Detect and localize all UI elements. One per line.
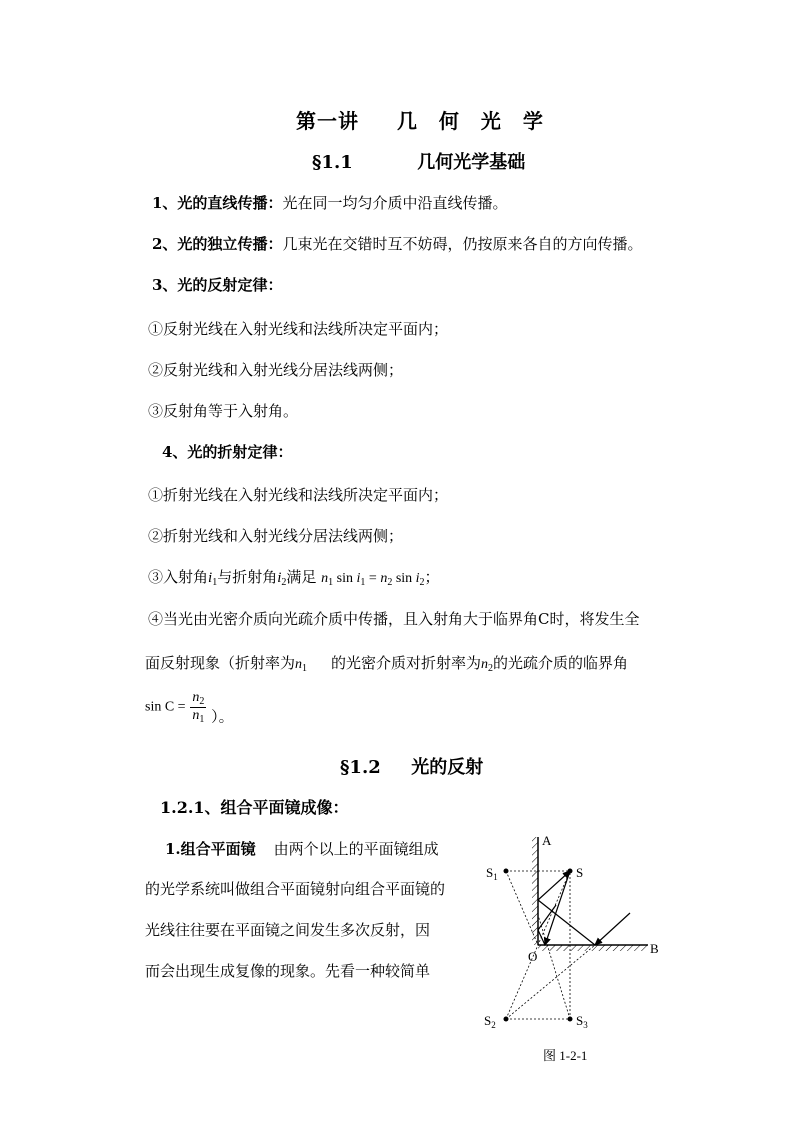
label-b: B — [650, 941, 659, 956]
law-label: 3、光的反射定律： — [152, 276, 283, 294]
total-reflection-line-2: 面反射现象（折射率为$n_1$ 的光密介质对折射率为$n_2$的光疏介质的临界角 — [145, 654, 629, 674]
subsection-heading: 1.2.1、组合平面镜成像： — [160, 798, 349, 817]
section-number: §1.2 — [340, 757, 381, 778]
point-s3 — [568, 1017, 573, 1022]
label-s1: $S_1$ — [486, 865, 498, 882]
snell-equation: $n_1$ $\sin i_1 = n_2$ $\sin i_2$ — [321, 571, 425, 588]
section-number: §1.1 — [312, 152, 353, 173]
reflection-item: ③反射角等于入射角。 — [148, 402, 299, 420]
paragraph-line-1: 1.组合平面镜 由两个以上的平面镜组成 — [165, 840, 439, 858]
reflection-item: ②反射光线和入射光线分居法线两侧； — [148, 361, 404, 379]
reflection-item: ①反射光线在入射光线和法线所决定平面内； — [148, 320, 449, 338]
mirror-b-hatch — [538, 945, 648, 951]
section-1-2-heading — [340, 753, 483, 779]
refraction-item: ①折射光线在入射光线和法线所决定平面内； — [148, 486, 449, 504]
law-3 — [152, 274, 282, 295]
law-text: 几束光在交错时互不妨碍，仍按原来各自的方向传播。 — [282, 235, 643, 253]
figure-caption: 图 1-2-1 — [543, 1048, 588, 1063]
snell-law: ③入射角$i_1$与折射角$i_2$满足 $n_1$ $\sin i_1 = n_2$ $\sin i_2$； — [148, 568, 440, 588]
law-4: 4、光的折射定律： — [162, 443, 293, 461]
law-label: 2、光的独立传播： — [152, 235, 283, 253]
combined-mirror-figure — [470, 825, 670, 1040]
point-s — [568, 869, 573, 874]
label-o: O — [528, 949, 538, 964]
refraction-item: ②折射光线和入射光线分居法线两侧； — [148, 527, 404, 545]
page-title — [296, 105, 544, 134]
mirror-a-hatch — [532, 837, 538, 945]
point-s1 — [504, 869, 509, 874]
paragraph-line-4: 而会出现生成复像的现象。先看一种较简单 — [145, 962, 431, 980]
total-reflection-line-1: ④当光由光密介质向光疏介质中传播，且入射角大于临界角C时，将发生全 — [148, 610, 640, 628]
label-s2: $S_2$ — [484, 1013, 496, 1030]
section-1-1-heading — [312, 148, 525, 174]
lecture-number: 第一讲 — [296, 109, 359, 133]
label-a: A — [542, 833, 552, 848]
law-label: 1、光的直线传播： — [152, 194, 283, 212]
law-text: 光在同一均匀介质中沿直线传播。 — [282, 194, 508, 212]
section-title: 光的反射 — [411, 757, 484, 778]
lecture-topic: 几 何 光 学 — [396, 109, 544, 133]
point-s2 — [504, 1017, 509, 1022]
critical-angle-fraction: $\frac{n_2}{n_1}$ — [192, 690, 205, 725]
law-1 — [152, 192, 507, 213]
paragraph-line-2: 的光学系统叫做组合平面镜射向组合平面镜的 — [145, 880, 446, 898]
critical-angle-formula: sin C = $\frac{n_2}{n_1}$ ）。 — [145, 690, 234, 726]
paragraph-line-3: 光线往往要在平面镜之间发生多次反射，因 — [145, 921, 431, 939]
section-title: 几何光学基础 — [417, 152, 526, 173]
label-s3: $S_3$ — [576, 1013, 588, 1030]
label-s: S — [576, 865, 584, 880]
law-2 — [152, 233, 642, 254]
